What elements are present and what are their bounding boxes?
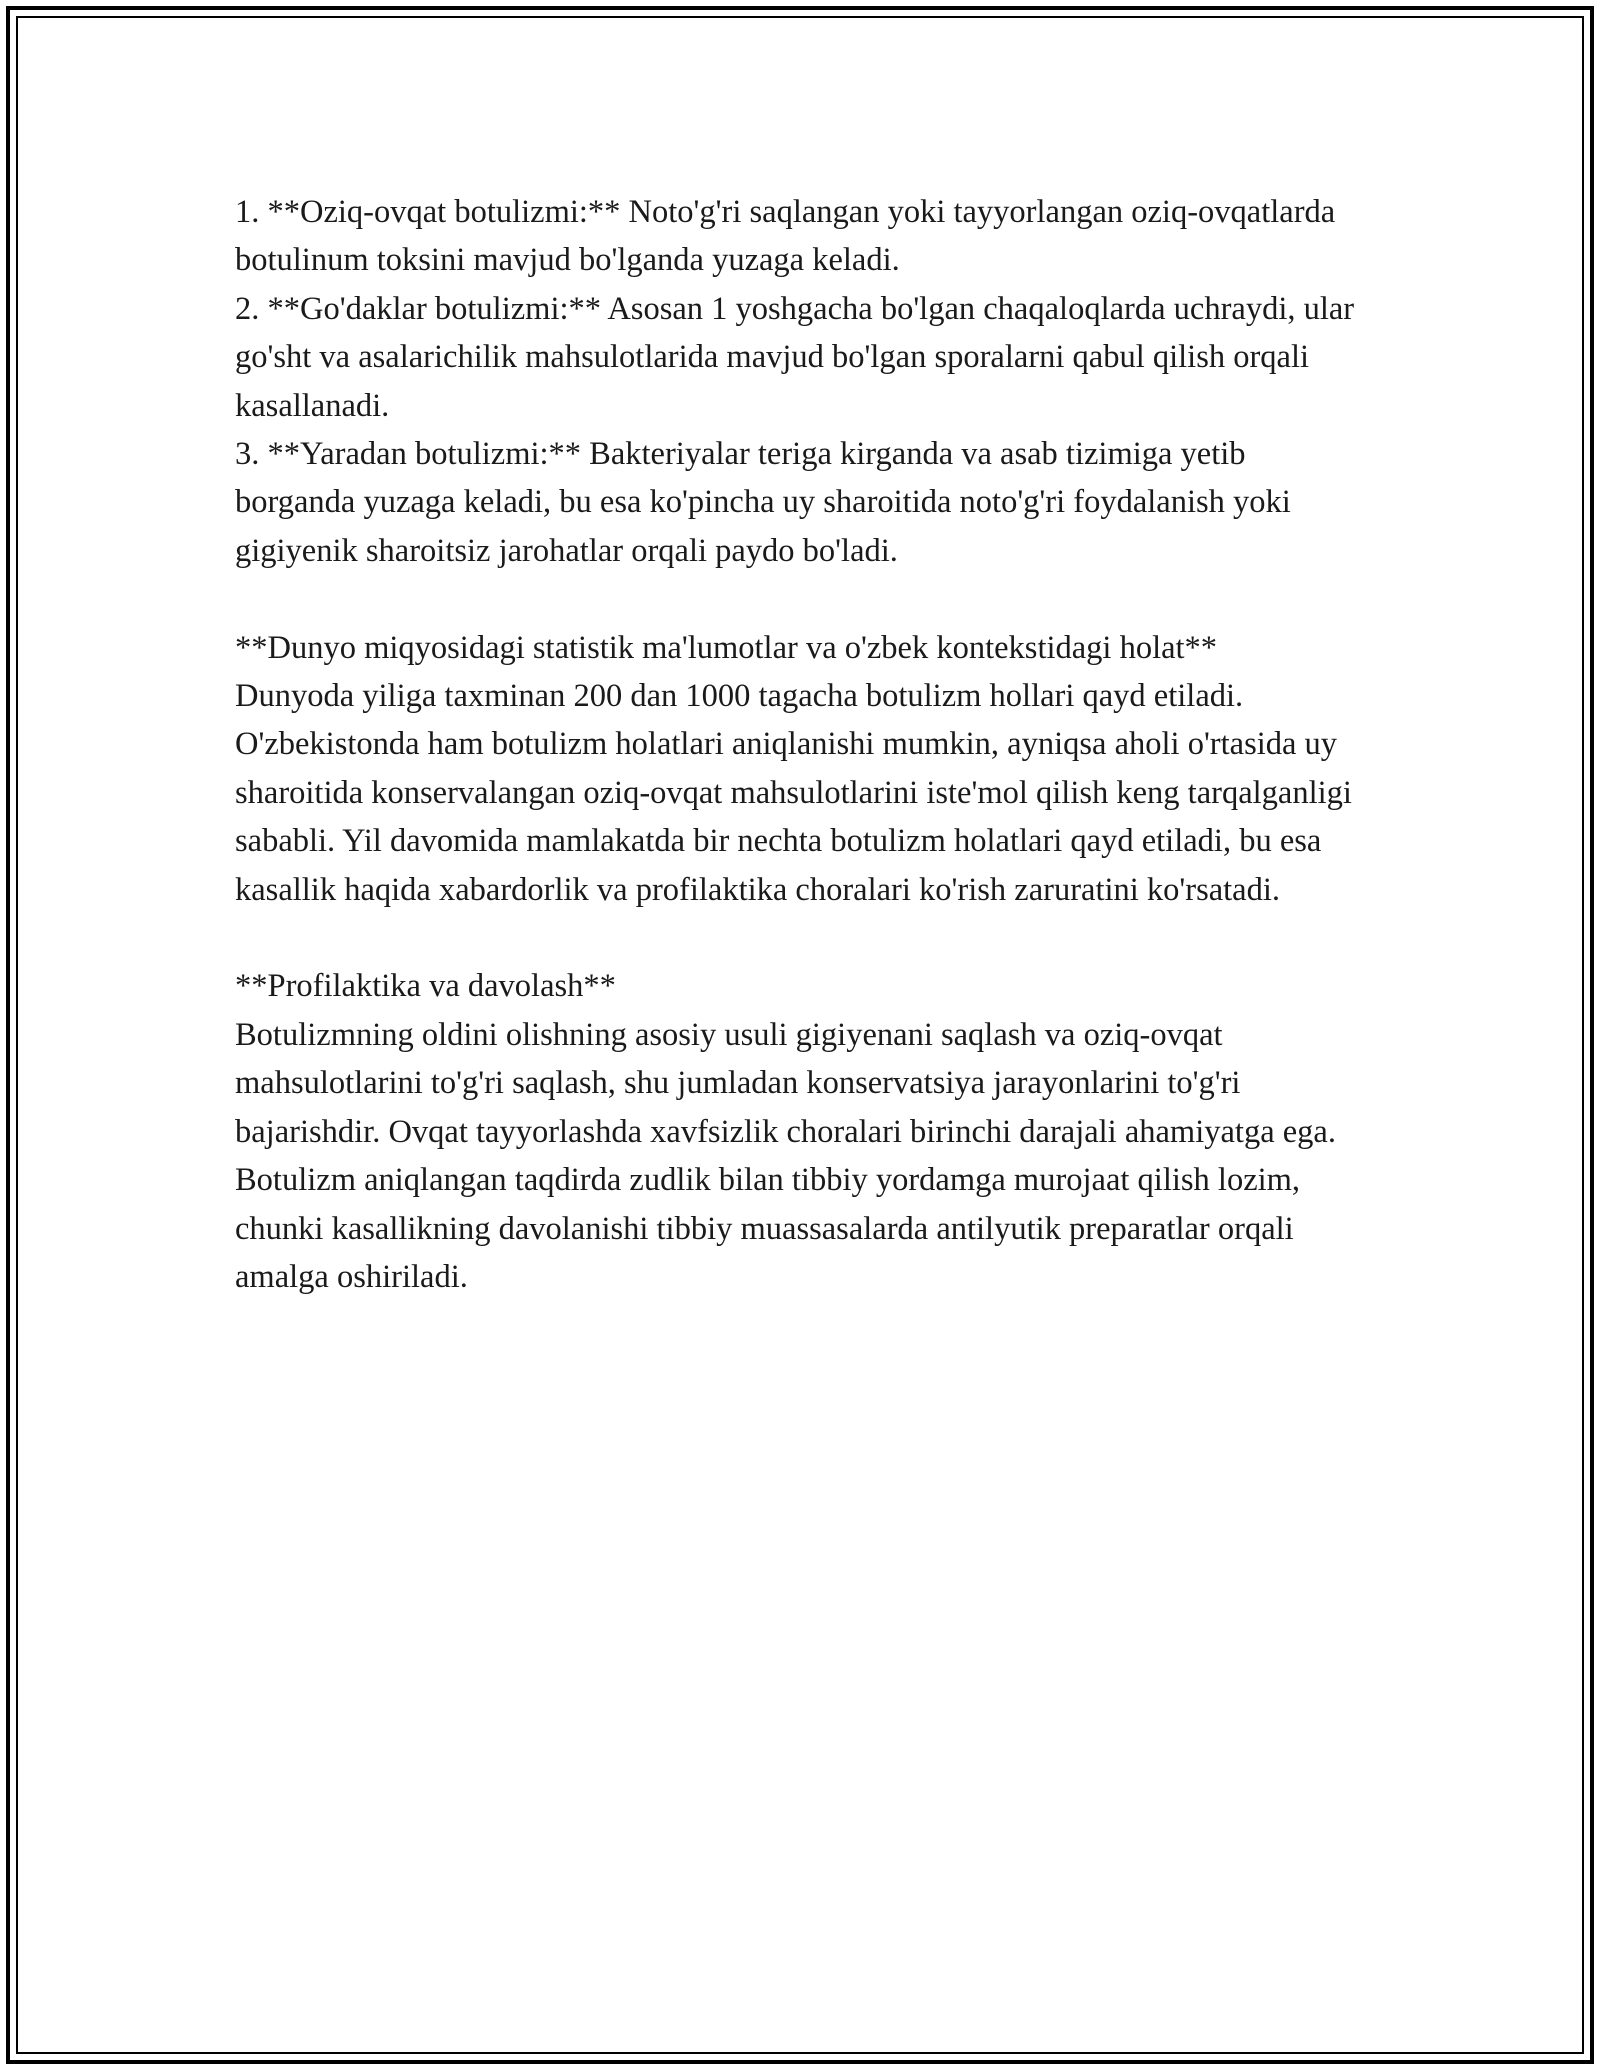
list-item-wound-botulism: 3. **Yaradan botulizmi:** Bakteriyalar teriga kirganda va asab tizimiga yetib borganda yuzaga keladi, bu esa ko'pincha uy sharoitida noto'g'ri foydalanish yoki gigiyenik sharoitsiz jarohatlar orqali paydo bo'ladi. (235, 436, 1291, 569)
prevention-heading: **Profilaktika va davolash** (235, 968, 616, 1005)
prevention-paragraph: Botulizmning oldini olishning asosiy usuli gigiyenani saqlash va oziq-ovqat mahsulotlarini to'g'ri saqlash, shu jumladan konservatsiya jarayonlarini to'g'ri bajarishdir. Ovqat tayyorlashda xavfsizlik choralari birinchi darajali ahamiyatga ega. Botulizm aniqlangan taqdirda zudlik bilan tibbiy yordamga murojaat qilish lozim, chunki kasallikning davolanishi tibbiy muassasalarda antilyutik preparatlar orqali amalga oshiriladi. (235, 1016, 1336, 1295)
document-body (235, 188, 1365, 1301)
paragraph-gap (235, 914, 1365, 962)
paragraph-gap (235, 575, 1365, 623)
stats-heading: **Dunyo miqyosidagi statistik ma'lumotlar va o'zbek kontekstidagi holat** (235, 629, 1218, 666)
list-item-food-botulism: 1. **Oziq-ovqat botulizmi:** Noto'g'ri saqlangan yoki tayyorlangan oziq-ovqatlarda botulinum toksini mavjud bo'lganda yuzaga keladi. (235, 194, 1336, 279)
list-item-infant-botulism: 2. **Go'daklar botulizmi:** Asosan 1 yoshgacha bo'lgan chaqaloqlarda uchraydi, ular go'sht va asalarichilik mahsulotlarida mavjud bo'lgan sporalarni qabul qilish orqali kasallanadi. (235, 290, 1355, 424)
stats-paragraph: Dunyoda yiliga taxminan 200 dan 1000 tagacha botulizm hollari qayd etiladi. O'zbekistonda ham botulizm holatlari aniqlanishi mumkin, ayniqsa aholi o'rtasida uy sharoitida konservalangan oziq-ovqat mahsulotlarini iste'mol qilish keng tarqalganligi sababli. Yil davomida mamlakatda bir nechta botulizm holatlari qayd etiladi, bu esa kasallik haqida xabardorlik va profilaktika choralari ko'rish zaruratini ko'rsatadi. (235, 678, 1352, 908)
